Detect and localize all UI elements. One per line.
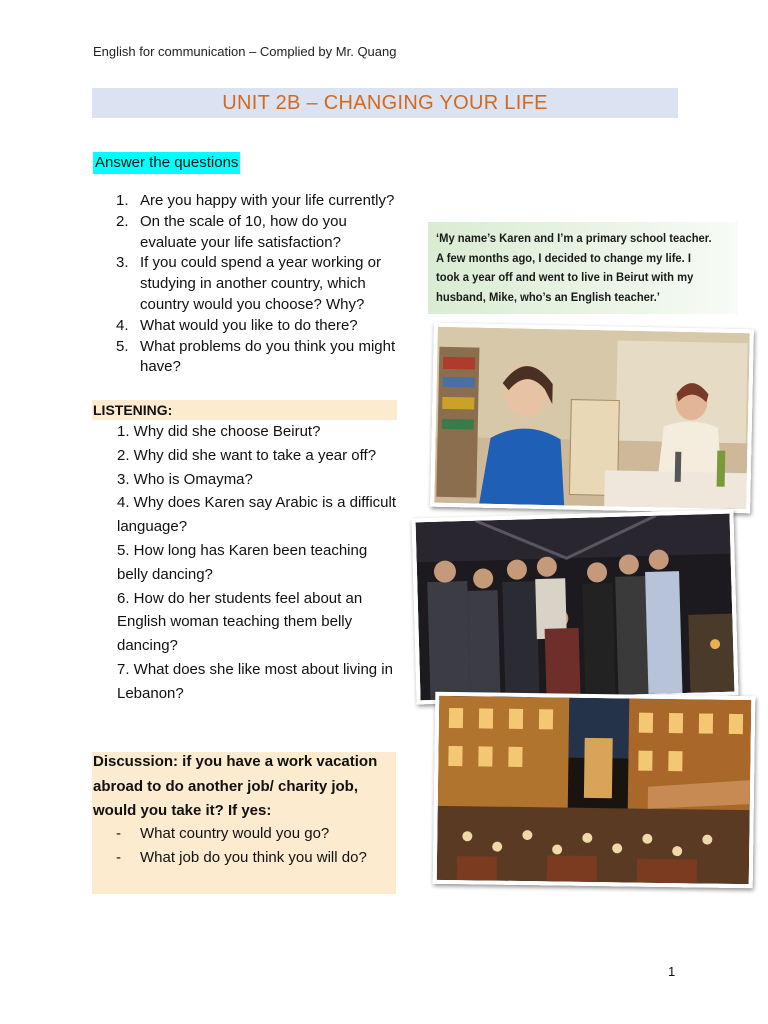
list-item: 2. Why did she want to take a year off? bbox=[117, 446, 377, 464]
list-item: 1. Why did she choose Beirut? bbox=[117, 423, 321, 440]
bullet-dash: - bbox=[116, 848, 121, 866]
list-item bbox=[116, 337, 436, 379]
list-item: 5. How long has Karen been teaching belly dancing? bbox=[117, 541, 368, 583]
list-text: What problems do you think you might have? bbox=[140, 337, 396, 376]
list-item: 6. How do her students feel about an English woman teaching them belly dancing? bbox=[117, 589, 363, 655]
list-item bbox=[116, 846, 386, 870]
page-number: 1 bbox=[668, 964, 676, 979]
discussion-heading: Discussion: if you have a work vacation abroad to do another job/ charity job, would you take it? If yes: bbox=[93, 753, 378, 819]
list-number: 4. bbox=[116, 316, 129, 334]
list-text: On the scale of 10, how do you evaluate your life satisfaction? bbox=[140, 212, 347, 251]
list-item: 3. Who is Omayma? bbox=[117, 470, 253, 488]
page-header: English for communication – Complied by Mr. Quang bbox=[93, 44, 397, 59]
list-number: 2. bbox=[116, 212, 129, 230]
list-number: 3. bbox=[116, 254, 129, 272]
listening-list bbox=[117, 420, 397, 706]
list-item: 7. What does she like most about living in Lebanon? bbox=[117, 660, 393, 702]
karen-quote: ‘My name’s Karen and I’m a primary school teacher. A few months ago, I decided to change my life. I took a year off and went to live in Beirut with my husband, Mike, who’s an English teacher.’ bbox=[436, 231, 712, 304]
answer-questions-heading: Answer the questions bbox=[93, 152, 240, 174]
bullet-dash: - bbox=[116, 825, 121, 842]
list-text: If you could spend a year working or studying in another country, which country would you choose? Why? bbox=[140, 254, 381, 313]
group-illustration bbox=[416, 514, 735, 701]
list-item bbox=[116, 316, 436, 337]
list-item bbox=[116, 822, 386, 846]
classroom-illustration bbox=[434, 327, 750, 509]
page-title: UNIT 2B – CHANGING YOUR LIFE bbox=[222, 91, 548, 114]
list-text: What job do you think you will do? bbox=[140, 848, 367, 866]
street-illustration bbox=[437, 696, 752, 884]
list-text: What would you like to do there? bbox=[140, 316, 358, 334]
list-item bbox=[116, 253, 436, 315]
question-list bbox=[116, 191, 436, 378]
listening-heading: LISTENING: bbox=[92, 400, 397, 420]
street-photo bbox=[433, 692, 756, 888]
list-item bbox=[116, 191, 436, 212]
list-text: Are you happy with your life currently? bbox=[140, 192, 395, 209]
list-item bbox=[116, 212, 436, 254]
list-number: 1. bbox=[116, 192, 129, 209]
list-item: 4. Why does Karen say Arabic is a difficult language? bbox=[117, 494, 397, 536]
list-number: 5. bbox=[116, 337, 129, 355]
title-banner bbox=[92, 88, 678, 118]
classroom-photo bbox=[430, 323, 754, 514]
discussion-list bbox=[116, 822, 386, 869]
list-text: What country would you go? bbox=[140, 825, 330, 842]
group-photo bbox=[411, 510, 738, 705]
